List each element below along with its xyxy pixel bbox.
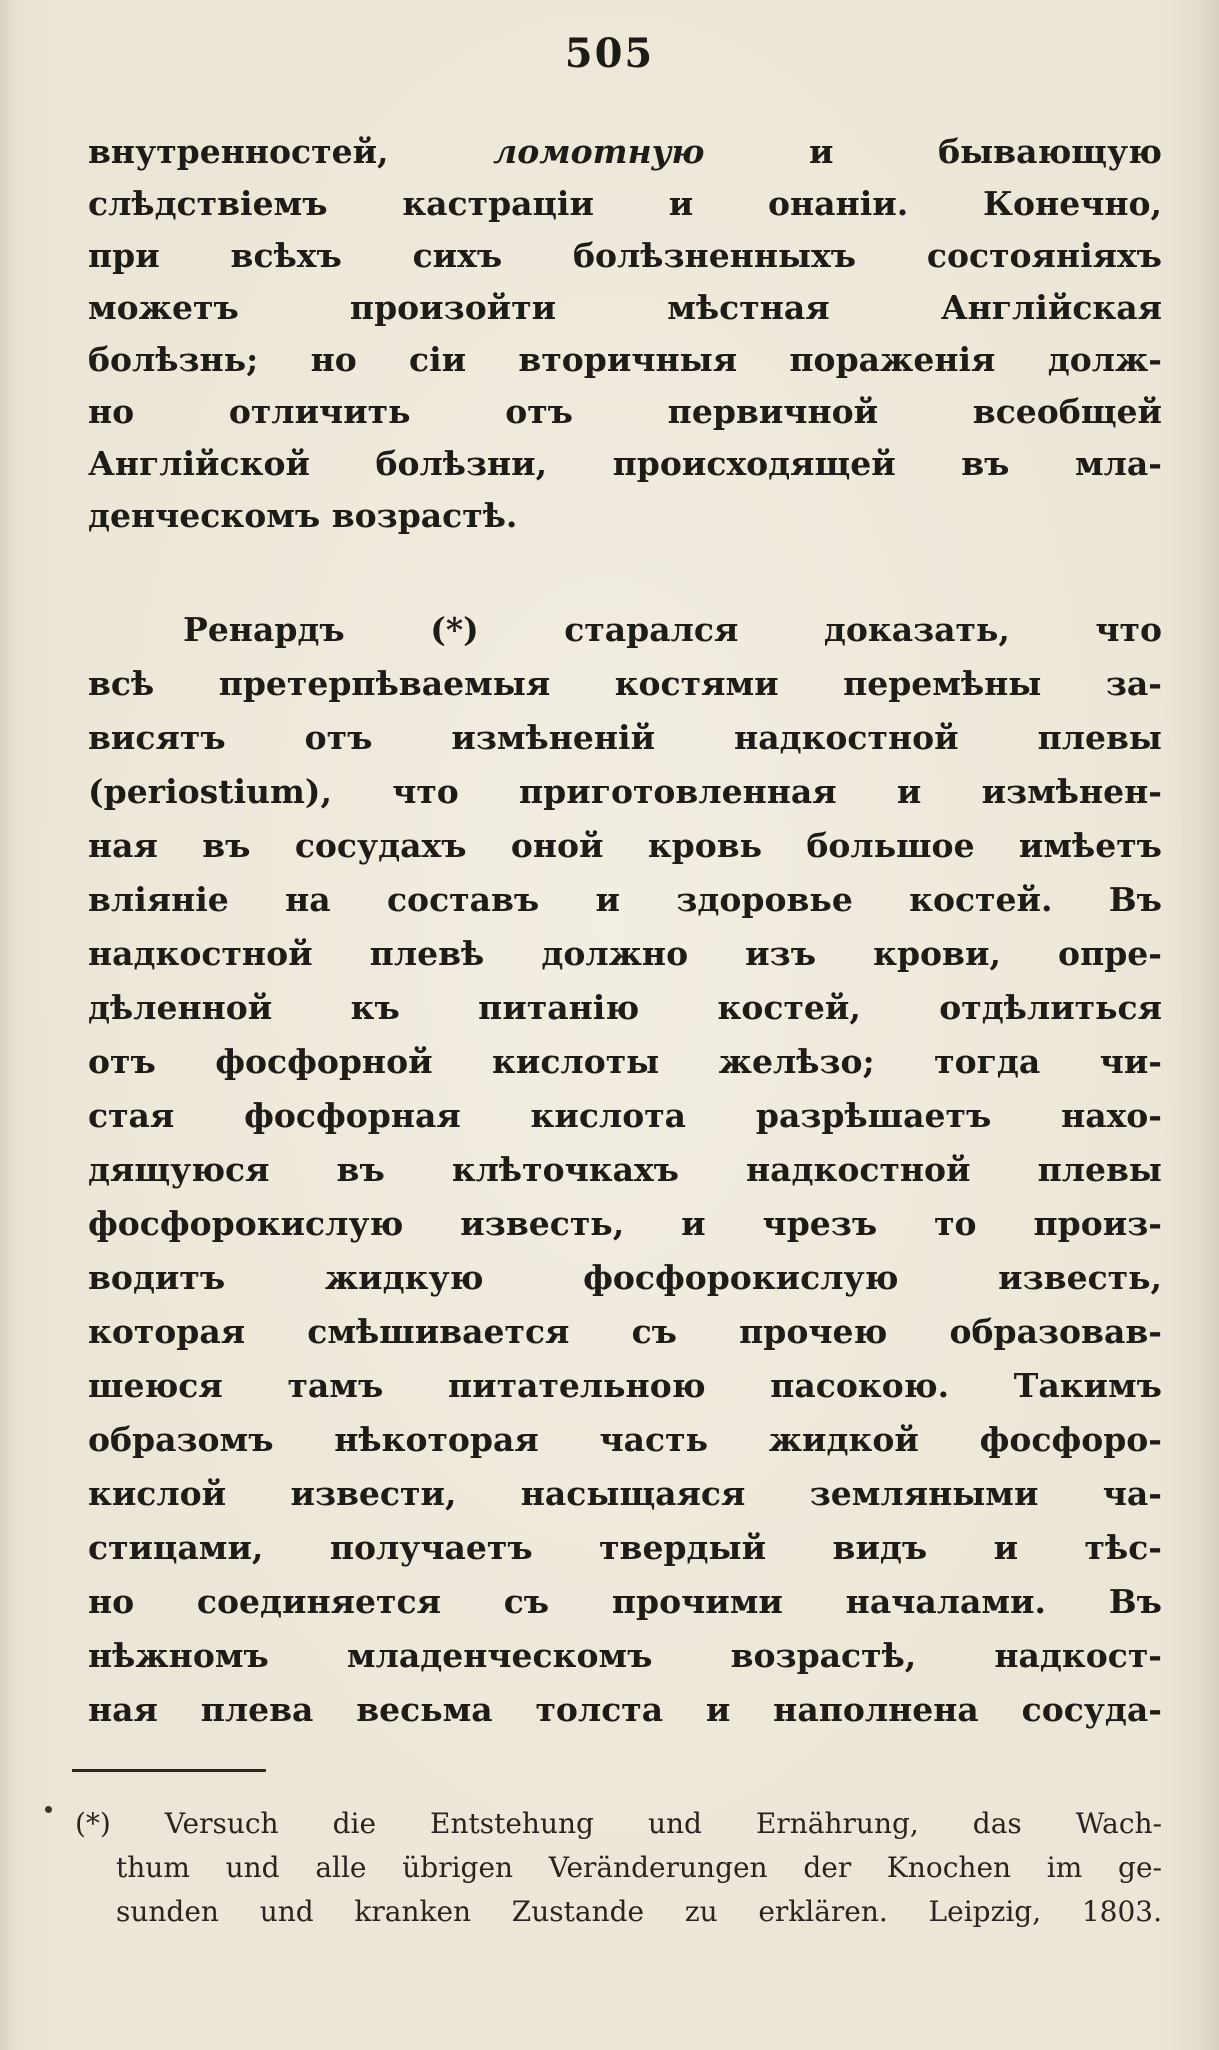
page-number: 505 (564, 30, 655, 77)
paragraph-2-line-12: фосфорокислую известь, и чрезъ то произ- (88, 1204, 1162, 1243)
paragraph-1-line-2: слѣдствіемъ кастраціи и онаніи. Конечно, (88, 184, 1162, 223)
paragraph-1-line-5: болѣзнь; но сіи вторичныя пораженія долж- (88, 340, 1162, 379)
paragraph-2-line-8: дѣленной къ питанію костей, отдѣлиться (88, 988, 1162, 1027)
paragraph-1-line-1: внутренностей, ломотную и бывающую (88, 132, 1162, 171)
footnote-divider (72, 1769, 266, 1772)
paragraph-2-line-10: стая фосфорная кислота разрѣшаетъ нахо- (88, 1096, 1162, 1135)
paragraph-2-line-20: нѣжномъ младенческомъ возрастѣ, надкост- (88, 1636, 1162, 1675)
paragraph-1-line-7: Англійской болѣзни, происходящей въ мла- (88, 444, 1162, 483)
paragraph-2-line-16: образомъ нѣкоторая часть жидкой фосфоро- (88, 1420, 1162, 1459)
paragraph-2-line-3: висятъ отъ измѣненій надкостной плевы (88, 718, 1162, 757)
paragraph-1-line-6: но отличить отъ первичной всеобщей (88, 392, 1162, 431)
paragraph-2-line-11: дящуюся въ клѣточкахъ надкостной плевы (88, 1150, 1162, 1189)
paragraph-2-line-21: ная плева весьма толста и наполнена сосуда- (88, 1690, 1162, 1729)
paper-speck (45, 1806, 52, 1813)
paragraph-2-line-13: водитъ жидкую фосфорокислую известь, (88, 1258, 1162, 1297)
paragraph-2-line-19: но соединяется съ прочими началами. Въ (88, 1582, 1162, 1621)
paragraph-2-line-9: отъ фосфорной кислоты желѣзо; тогда чи- (88, 1042, 1162, 1081)
paragraph-2-line-4: (periostium), что приготовленная и измѣнен- (88, 772, 1162, 811)
paragraph-2-line-1: Ренардъ (*) старался доказать, что (183, 610, 1162, 649)
paragraph-2-line-18: стицами, получаетъ твердый видъ и тѣс- (88, 1528, 1162, 1567)
paragraph-2-line-2: всѣ претерпѣваемыя костями перемѣны за- (88, 664, 1162, 703)
paragraph-2-line-6: вліяніе на составъ и здоровье костей. Въ (88, 880, 1162, 919)
paragraph-2-line-5: ная въ сосудахъ оной кровь большое имѣетъ (88, 826, 1162, 865)
paragraph-2-line-7: надкостной плевѣ должно изъ крови, опре- (88, 934, 1162, 973)
italic-emphasis: ломотную (493, 132, 705, 171)
footnote-line-2: thum und alle übrigen Veränderungen der Knochen im ge- (116, 1851, 1162, 1884)
paragraph-2-line-14: которая смѣшивается съ прочею образовав- (88, 1312, 1162, 1351)
paragraph-1-line-3: при всѣхъ сихъ болѣзненныхъ состояніяхъ (88, 236, 1162, 275)
paragraph-1-line-8: денческомъ возрастѣ. (88, 496, 518, 535)
footnote-line-1: (*) Versuch die Entstehung und Ernährung, das Wach- (75, 1807, 1162, 1840)
paragraph-2-line-17: кислой извести, насыщаяся земляными ча- (88, 1474, 1162, 1513)
footnote-line-3: sunden und kranken Zustande zu erklären. Leipzig, 1803. (116, 1895, 1162, 1928)
paragraph-2-line-15: шеюся тамъ питательною пасокою. Такимъ (88, 1366, 1162, 1405)
paragraph-1-line-4: можетъ произойти мѣстная Англійская (88, 288, 1162, 327)
